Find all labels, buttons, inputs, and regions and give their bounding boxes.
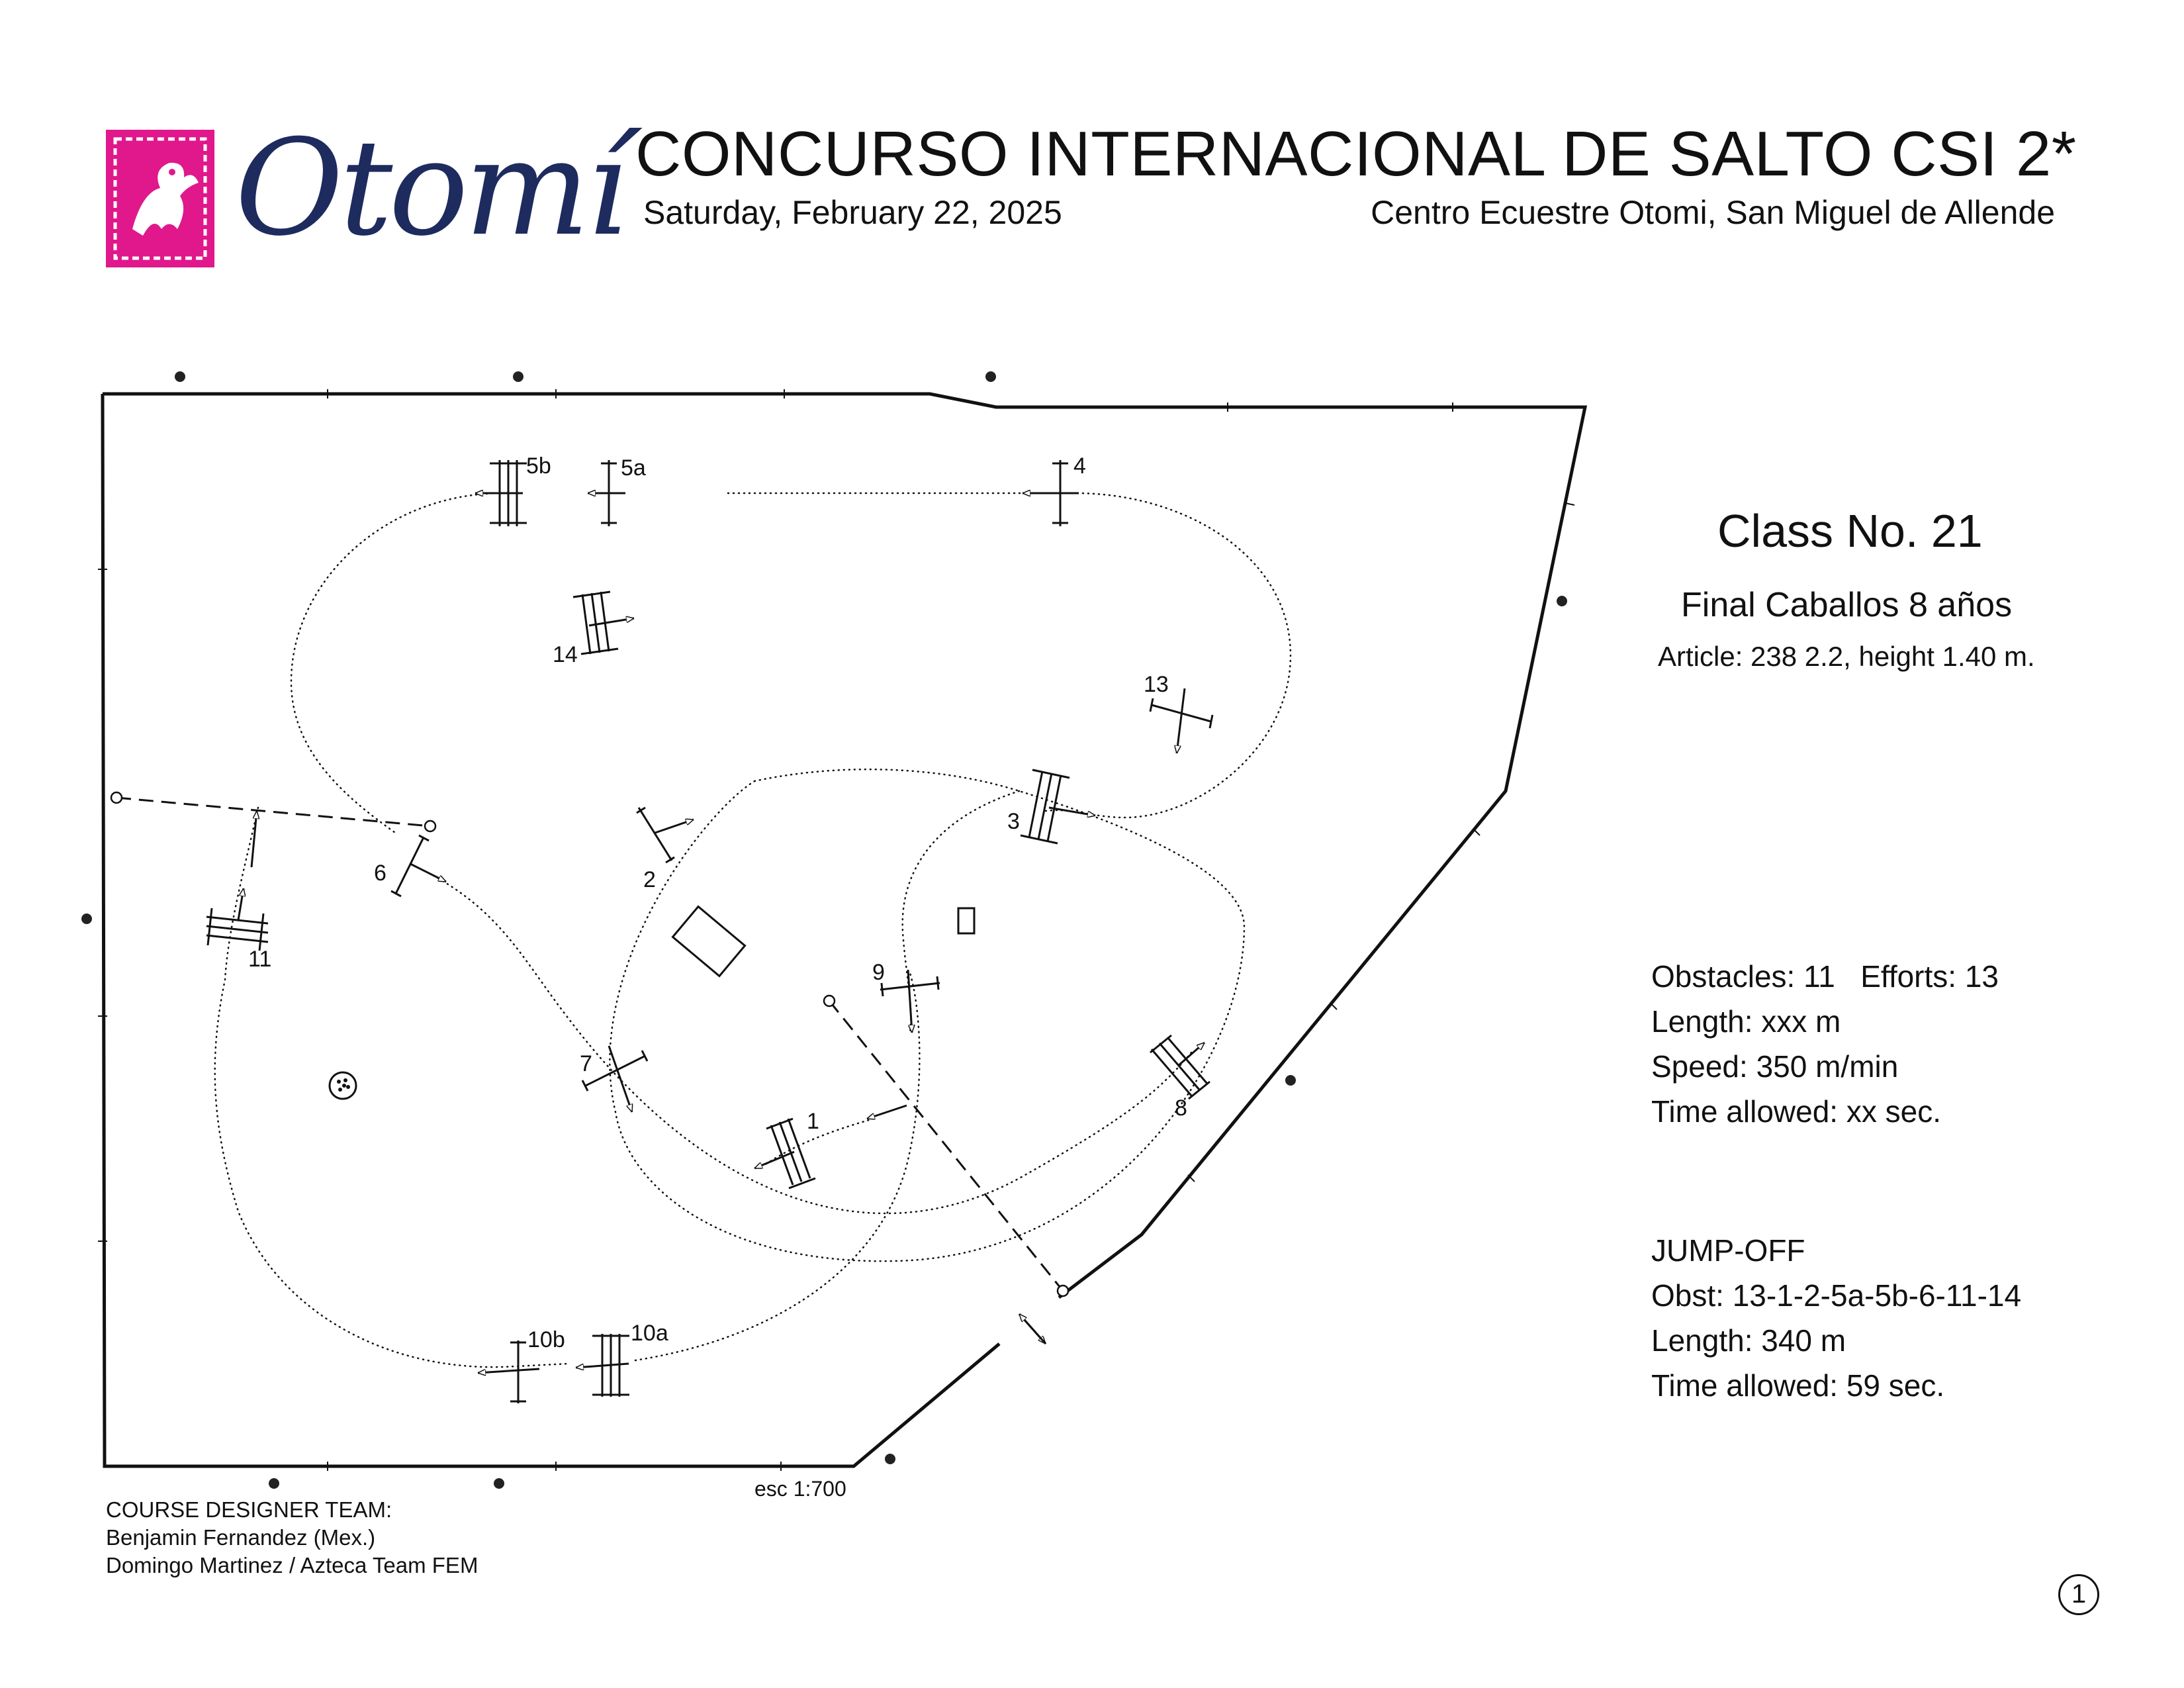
designer-heading: COURSE DESIGNER TEAM: [106, 1497, 392, 1522]
fence-label-10a: 10a [631, 1321, 668, 1346]
fence-5a [588, 460, 625, 526]
fence-11 [206, 811, 268, 951]
event-title: CONCURSO INTERNACIONAL DE SALTO CSI 2* [635, 118, 2077, 189]
fence-label-8: 8 [1175, 1096, 1187, 1121]
scale-label: esc 1:700 [754, 1477, 846, 1501]
fence-label-5a: 5a [621, 455, 646, 481]
fence-label-14: 14 [553, 642, 578, 667]
obstacles-efforts-line [1651, 959, 1999, 994]
arena-boundary [103, 394, 1585, 1466]
jump-off-title: JUMP-OFF [1651, 1233, 1805, 1268]
fence-number-labels [248, 453, 1187, 1501]
class-name: Final Caballos 8 años [1681, 586, 2013, 624]
fence-6 [391, 835, 446, 896]
fence-8 [1150, 1035, 1210, 1099]
fence-10a [576, 1334, 629, 1397]
fence-label-6: 6 [374, 861, 387, 886]
fence-label-11: 11 [248, 947, 272, 972]
jump-off-time-allowed: Time allowed: 59 sec. [1651, 1368, 1945, 1403]
arena-posts [81, 371, 1567, 1489]
jump-off-length: Length: 340 m [1651, 1323, 1846, 1358]
designer-line-2: Domingo Martinez / Azteca Team FEM [106, 1553, 478, 1577]
event-venue: Centro Ecuestre Otomi, San Miguel de Allende [1371, 194, 2055, 231]
course-length: Length: xxx m [1651, 1004, 1841, 1039]
designer-line-1: Benjamin Fernandez (Mex.) [106, 1525, 376, 1550]
course-speed: Speed: 350 m/min [1651, 1049, 1899, 1084]
fence-13 [1150, 688, 1212, 753]
class-number: Class No. 21 [1717, 505, 1983, 557]
entry-gate-arrow [1019, 1314, 1046, 1344]
fence-1 [754, 1105, 907, 1188]
fence-5b [475, 460, 527, 526]
time-allowed: Time allowed: xx sec. [1651, 1094, 1941, 1129]
line-flags [111, 792, 1068, 1296]
otomi-logo-wordmark: Otomí [235, 111, 625, 265]
event-date: Saturday, February 22, 2025 [643, 194, 1062, 231]
class-article: Article: 238 2.2, height 1.40 m. [1658, 641, 2035, 672]
fence-label-3: 3 [1007, 809, 1020, 834]
fence-label-1: 1 [807, 1109, 819, 1134]
fence-label-9: 9 [872, 960, 885, 985]
jump-off-obstacles: Obst: 13-1-2-5a-5b-6-11-14 [1651, 1278, 2022, 1313]
fence-9 [880, 970, 940, 1033]
fence-label-7: 7 [580, 1051, 592, 1076]
page-number: 1 [2058, 1574, 2099, 1615]
fence-label-10b: 10b [527, 1327, 565, 1352]
obstacles-count: Obstacles: 11 [1651, 959, 1835, 994]
fence-3 [1021, 770, 1095, 843]
arena-furniture [330, 906, 974, 1099]
start-finish-lines [116, 798, 1063, 1291]
boundary-ticks [98, 389, 1574, 1471]
efforts-count: Efforts: 13 [1860, 959, 1999, 994]
fence-4 [1023, 460, 1079, 526]
track-path [215, 493, 1291, 1367]
fence-label-2: 2 [643, 867, 656, 892]
fence-label-4: 4 [1073, 453, 1086, 479]
fence-14 [573, 592, 634, 654]
fence-label-13: 13 [1144, 672, 1169, 697]
fence-label-5b: 5b [526, 453, 551, 479]
